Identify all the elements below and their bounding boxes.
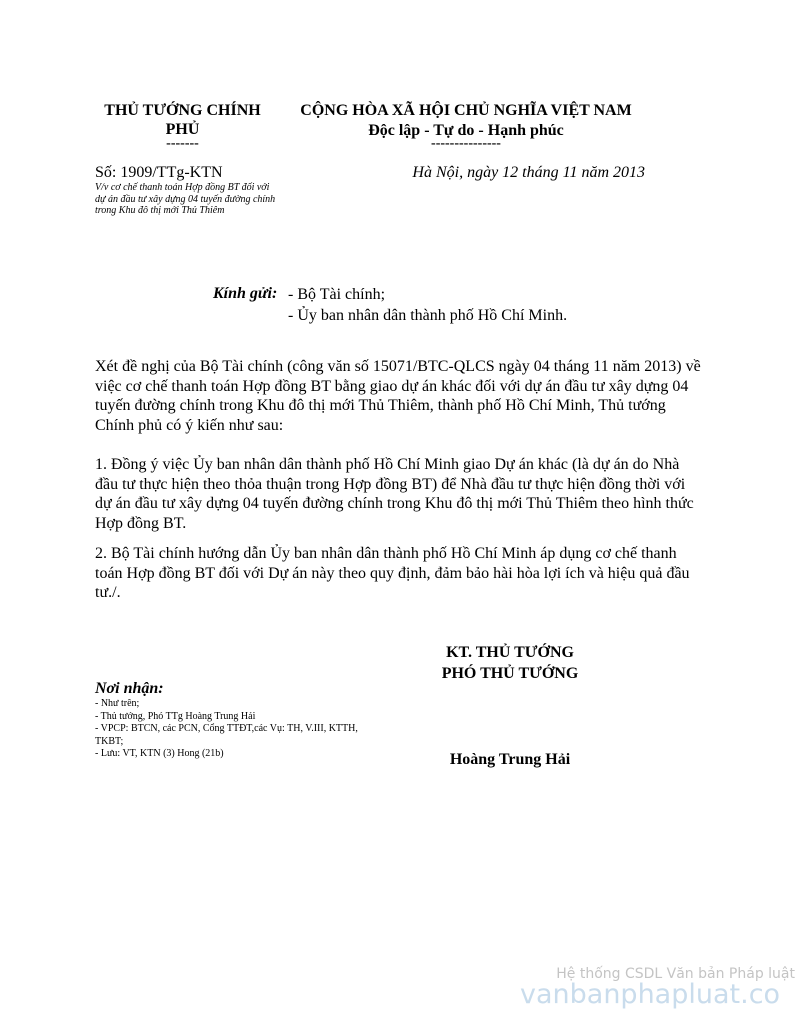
- distribution-label: Nơi nhận:: [95, 680, 164, 697]
- body-paragraph: Xét đề nghị của Bộ Tài chính (công văn số 15071/BTC-QLCS ngày 04 tháng 11 năm 2013) về việc cơ chế thanh toán Hợp đồng BT bằng giao dự án khác đối với dự án đầu tư xây dựng 04 tuyến đường chính trong Khu đô thị mới Thủ Thiêm, thành phố Hồ Chí Minh, Thủ tướng Chính phủ có ý kiến như sau:: [95, 358, 701, 434]
- body-paragraph: 1. Đồng ý việc Ủy ban nhân dân thành phố Hồ Chí Minh giao Dự án khác (là dự án do Nhà đầu tư thực hiện theo thỏa thuận trong Hợp đồng BT) để Nhà đầu tư thực hiện đồng thời với dự án đầu tư xây dựng 04 tuyến đường chính trong Khu đô thị mới Thủ Thiêm theo hình thức Hợp đồng BT.: [95, 456, 694, 532]
- document-date: Hà Nội, ngày 12 tháng 11 năm 2013: [412, 164, 645, 181]
- national-title: CỘNG HÒA XÃ HỘI CHỦ NGHĨA VIỆT NAM: [300, 102, 632, 119]
- distribution-item: - Thủ tướng, Phó TTg Hoàng Trung Hải: [95, 710, 256, 722]
- addressee-label: Kính gửi:: [213, 285, 278, 302]
- agency-underline: -------: [166, 136, 199, 151]
- issuing-agency: THỦ TƯỚNG CHÍNH PHỦ: [104, 102, 261, 138]
- distribution-item: - Lưu: VT, KTN (3) Hong (21b): [95, 748, 224, 759]
- signer-name: Hoàng Trung Hải: [449, 751, 571, 768]
- distribution-list: [95, 698, 365, 761]
- signature-line-2: PHÓ THỦ TƯỚNG: [441, 665, 579, 682]
- signature-title: [395, 642, 625, 684]
- motto-underline: ---------------: [431, 136, 501, 151]
- document-subject: V/v cơ chế thanh toán Hợp đồng BT đối với dự án đầu tư xây dựng 04 tuyến đường chính trong Khu đô thị mới Thủ Thiêm: [95, 182, 276, 216]
- signature-line-1: KT. THỦ TƯỚNG: [446, 644, 574, 661]
- distribution-item: - Như trên;: [95, 698, 140, 709]
- watermark-caption: Hệ thống CSDL Văn bản Pháp luật: [556, 966, 795, 982]
- recipient-item: - Bộ Tài chính;: [288, 286, 386, 303]
- body-paragraph: 2. Bộ Tài chính hướng dẫn Ủy ban nhân dân thành phố Hồ Chí Minh áp dụng cơ chế thanh toán Hợp đồng BT đối với Dự án này theo quy định, đảm bảo hài hòa lợi ích và hiệu quả đầu tư./.: [95, 545, 690, 601]
- recipient-item: - Ủy ban nhân dân thành phố Hồ Chí Minh.: [288, 307, 568, 324]
- national-motto: Độc lập - Tự do - Hạnh phúc: [368, 122, 564, 139]
- document-number: Số: 1909/TTg-KTN: [95, 164, 223, 181]
- distribution-item: - VPCP: BTCN, các PCN, Cổng TTĐT,các Vụ: TH, V.III, KTTH, TKBT;: [95, 723, 358, 747]
- watermark-site: vanbanphapluat.co: [520, 979, 781, 1010]
- recipient-list: [288, 284, 567, 326]
